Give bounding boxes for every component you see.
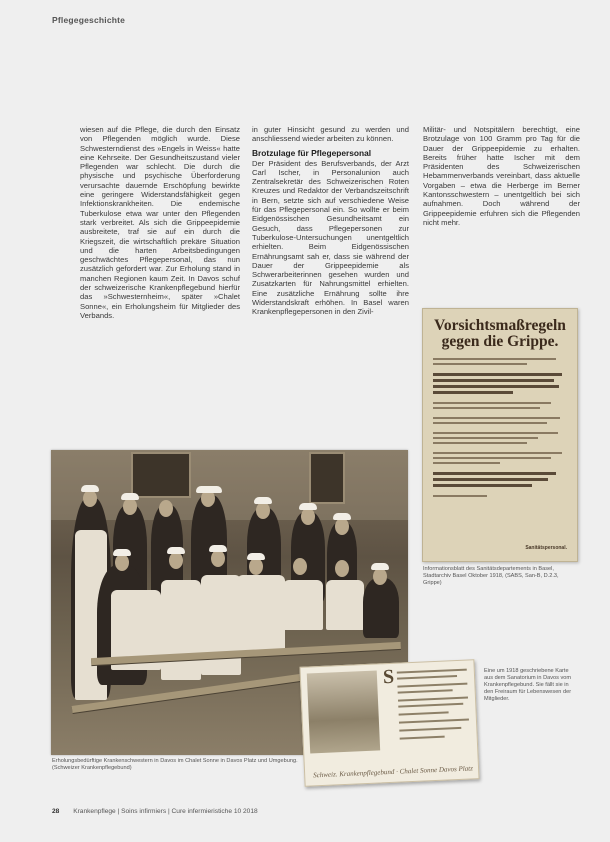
text-column-3	[423, 125, 580, 227]
body-paragraph: Militär- und Notspitälern berechtigt, eine Brotzulage von 100 Gramm pro Tag für die Dauer der Grippeepidemie zu erhalten. Bereits früher hatte Ischer mit dem Präsidenten des Schweizerischen Hebammenverbands vereinbart, dass aktuelle Vorgaben – etwa die Herberge im Berner Kantonsschwestern – unentgeltlich bei sich aufnahmen. Doch während der Grippeepidemie erfuhren sich die Pflegenden nicht mehr.	[423, 125, 580, 227]
body-paragraph: Der Präsident des Berufsverbands, der Arzt Carl Ischer, in Personalunion auch Zentralsekretär des Schweizerischen Roten Kreuzes und Redaktor der Verbandszeitschrift in Bern, setzte sich auf verschiedene Weise für das Pflegepersonal ein. So wollte er beim Eidgenössischen Gesundheitsamt ein Gesuch, dass Pflegepersonen zur Tuberkulose-Untersuchungen unentgeltlich erhielten. Beim Eidgenössischen Ernährungsamt sah er, dass sie während der Dauer der Grippeepidemie als Schwerarbeiterinnen gesehen wurden und Zusatzkarten für Nahrungsmittel erhielten. Eine zusätzliche Ernährung sollte ihre Widerstandskraft erhöhen. In Basel waren Krankenpflegepersonen in den Zivil-	[252, 158, 409, 317]
text-column-2	[252, 125, 409, 317]
grippe-poster-image	[422, 308, 578, 562]
poster-signature: Sanitätspersonal.	[525, 545, 567, 551]
poster-text-lines	[433, 358, 567, 497]
publication-name: Krankenpflege | Soins infirmiers | Cure infermieristiche 10 2018	[73, 808, 258, 815]
poster-title: Vorsichtsmaßregeln gegen die Grippe.	[434, 317, 566, 350]
body-paragraph: in guter Hinsicht gesund zu werden und anschliessend wieder arbeiten zu können.	[252, 125, 409, 144]
page-footer	[52, 808, 258, 815]
photo-caption: Erholungsbedürftige Krankenschwestern in Davos im Chalet Sonne in Davos Platz und Umgebung. (Schweizer Krankenpflegebund)	[52, 758, 298, 771]
postcard-signature: Schweiz. Krankenpflegebund · Chalet Sonne Davos Platz	[313, 764, 474, 780]
section-label: Pflegegeschichte	[52, 15, 126, 25]
body-paragraph: wiesen auf die Pflege, die durch den Einsatz von Pflegenden möglich wurde. Diese Schwesterndienst des »Engels in Weiss« hatte eine Kehrseite. Der Gesundheitszustand vieler Pflegenden war schlecht. Die durch die physische und psychische Überforderung verursachte dauernde Erschöpfung bewirkte eine geringere Widerstandsfähigkeit gegen Infektionskrankheiten. Die endemische Tuberkulose etwa war unter den Pflegenden stark verbreitet. Als sich die Grippeepidemie ausbreitete, traf sie auf ein durch die Kriegszeit, die wirtschaftlich prekäre Situation und die harten Arbeitsbedingungen geschwächtes Pflegepersonal, das nun zusätzlich gefordert war. Zur Erholung stand in manchen Regionen kaum Zeit. In Davos schuf der schweizerische Krankenpflegebund hierfür das »Schwesternheim«, später »Chalet Sonne«, ein Erholungsheim für Mitglieder des Verbands.	[80, 125, 240, 320]
postcard-caption: Eine um 1918 geschriebene Karte aus dem Sanatorium in Davos vom Krankenpflegebund. Sie fällt sie in den Freiraum für Lebenswesen der Mitglieder.	[484, 668, 572, 702]
page-number: 28	[52, 808, 60, 815]
poster-caption: Informationsblatt des Sanitätsdepartements in Basel, Stadtarchiv Basel Oktober 1918, (SABS, San-B, D.2.3, Grippe)	[423, 566, 559, 586]
postcard-image: S Schweiz. Krankenpflegebund · Chalet Sonne Davos Platz	[299, 659, 479, 787]
subheading: Brotzulage für Pflegepersonal	[252, 147, 372, 158]
text-column-1	[80, 125, 240, 320]
